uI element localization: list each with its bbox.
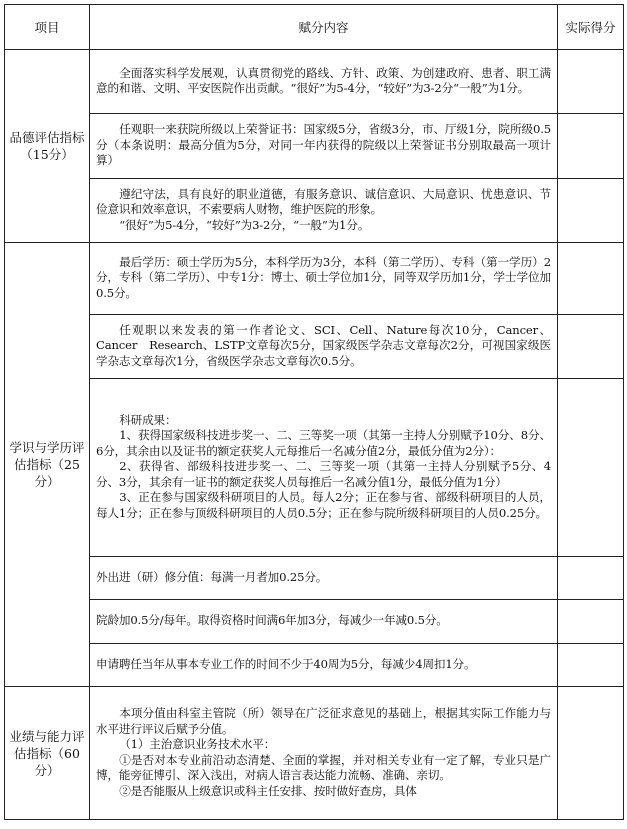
header-content: 赋分内容 <box>90 5 558 50</box>
header-score: 实际得分 <box>558 5 624 50</box>
content-cell <box>90 644 558 687</box>
evaluation-table <box>4 4 624 820</box>
table-row <box>5 379 624 557</box>
score-cell[interactable] <box>558 379 624 557</box>
category-morality: 品德评估指标（15分） <box>5 50 90 243</box>
content-cell <box>90 557 558 600</box>
content-paragraph: 最后学历：硕士学历为5分，本科学历为3分，本科（第二学历）、专科（第一学历）2分，专科（第二学历）、中专1分：博士、硕士学位加1分，同等双学历加1分，学士学位加0.5分。 <box>96 254 551 300</box>
score-cell[interactable] <box>558 243 624 315</box>
score-cell[interactable] <box>558 600 624 644</box>
header-item: 项目 <box>5 5 90 50</box>
content-paragraph: 本项分值由科室主管院（所）领导在广泛征求意见的基础上，根据其实际工作能力与水平进行评议后赋予分值。 <box>96 706 551 736</box>
score-cell[interactable] <box>558 557 624 600</box>
table-row <box>5 243 624 315</box>
content-paragraph: 外出进（研）修分值：每满一月者加0.25分。 <box>96 569 328 584</box>
content-cell <box>90 243 558 315</box>
category-knowledge: 学识与学历评估指标（25分） <box>5 243 90 687</box>
table-row <box>5 687 624 820</box>
table-row <box>5 50 624 114</box>
score-cell[interactable] <box>558 114 624 179</box>
content-paragraph: 1、获得国家级科技进步奖一、二、三等奖一项（其第一主持人分别赋予10分、8分、6分，其余由以及证书的额定获奖人元每推后一名减分值2分，最低分值为2分）： <box>96 428 551 458</box>
content-paragraph: 任观职一来获院所级以上荣誉证书：国家级5分，省级3分，市、厅级1分，院所级0.5分（本条说明：最高分值为5分，对同一年内获得的院级以上荣誉证书分别取最高一项计算） <box>96 122 551 168</box>
score-cell[interactable] <box>558 687 624 820</box>
content-cell <box>90 379 558 557</box>
content-cell <box>90 114 558 179</box>
content-paragraph: 3、正在参与国家级科研项目的人员。每人2分；正在参与省、部级科研项目的人员，每人1分；正在参与顶级科研项目的人员0.5分；正在参与院所级科研项目的人员0.25分。 <box>96 490 551 520</box>
content-paragraph: “很好”为5-4分，“较好”为3-2分，“一般”为1分。 <box>119 217 370 232</box>
table-row <box>5 600 624 644</box>
category-performance: 业绩与能力评估指标（60分） <box>5 687 90 820</box>
content-paragraph: 申请聘任当年从事本专业工作的时间不少于40周为5分，每减少4周扣1分。 <box>96 656 476 671</box>
table-row <box>5 179 624 243</box>
score-cell[interactable] <box>558 644 624 687</box>
content-paragraph: 2、获得省、部级科技进步奖一、二、三等奖一项（其第一主持人分别赋予5分、4分、3分，其余有一证书的额定获奖人员每推后一名减分值1分，最低分值为1分） <box>96 459 551 489</box>
content-paragraph: ②是否能服从上级意识或科主任安排、按时做好查房，具体 <box>119 783 417 798</box>
table-row <box>5 114 624 179</box>
header-row <box>5 5 624 50</box>
content-paragraph: ①是否对本专业前沿动态清楚、全面的掌握，并对相关专业有一定了解，专业只是广博，能旁征博引、深入浅出，对病人语言表达能力流畅、准确、亲切。 <box>96 752 551 782</box>
content-cell <box>90 179 558 243</box>
content-cell <box>90 50 558 114</box>
content-paragraph: 遵纪守法，具有良好的职业道德，有服务意识、诚信意识、大局意识、忧患意识、节俭意识和效率意识，不索要病人财物，维护医院的形象。 <box>96 186 551 217</box>
content-cell <box>90 600 558 644</box>
content-paragraph: 任观职以来发表的第一作者论文、SCI、Cell、Nature每次10分，Cancer、Cancer Research、LSTP文章每次5分，国家级医学杂志文章每次2分，可视国家级医学杂志文章每次1分，省级医学杂志文章每次0.5分。 <box>96 322 551 368</box>
content-paragraph: （1）主治意识业务技术水平： <box>119 737 276 751</box>
content-paragraph: 科研成果： <box>119 412 177 427</box>
score-cell[interactable] <box>558 50 624 114</box>
score-cell[interactable] <box>558 315 624 379</box>
content-cell <box>90 315 558 379</box>
table-row <box>5 644 624 687</box>
table-row <box>5 557 624 600</box>
content-paragraph: 院龄加0.5分/每年。取得资格时间满6年加3分，每减少一年减0.5分。 <box>96 613 448 628</box>
table-row <box>5 315 624 379</box>
content-paragraph: 全面落实科学发展观，认真贯彻党的路线、方针、政策、为创建政府、患者、职工满意的和谐、文明、平安医院作出贡献。“很好”为5-4分，“较好”为3-2分“一般”为1分。 <box>96 65 551 95</box>
content-cell <box>90 687 558 820</box>
score-cell[interactable] <box>558 179 624 243</box>
